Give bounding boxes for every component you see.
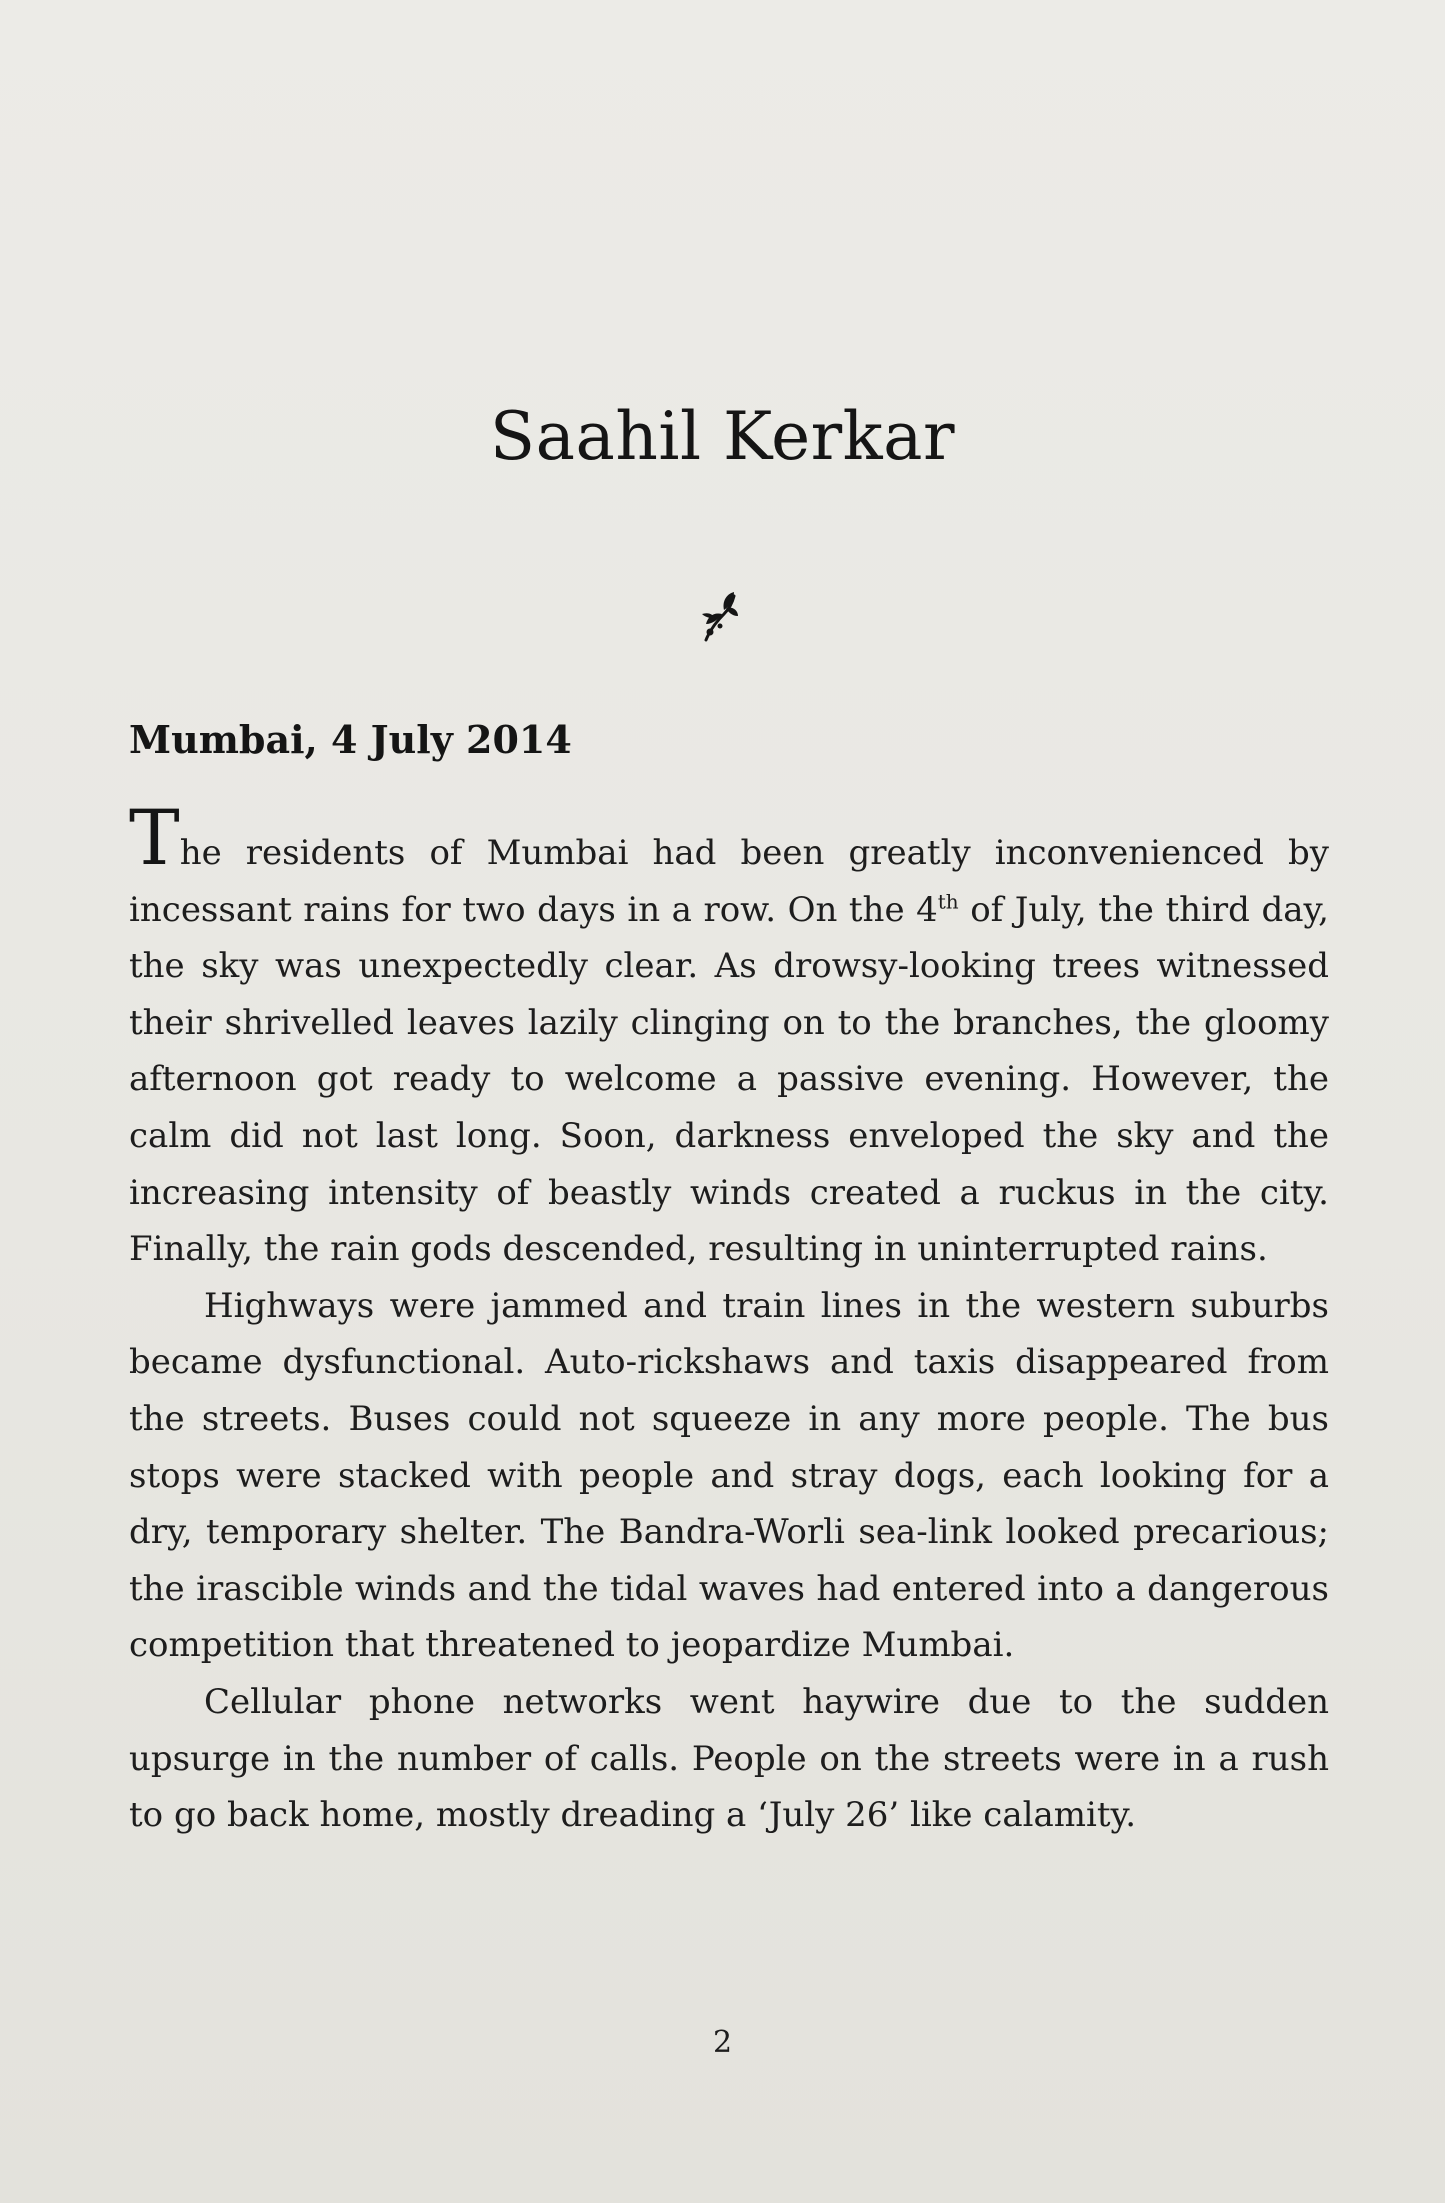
page-number: 2: [712, 2025, 733, 2060]
body-text: [129, 793, 1329, 1844]
fleuron-icon: [700, 588, 740, 642]
paragraph: Cellular phone networks went haywire due to the sudden upsurge in the number of calls. People on the streets were in a rush to go back home, mostly dreading a ‘July 26’ like calamity.: [129, 1681, 1329, 1836]
paragraph: Highways were jammed and train lines in the western suburbs became dysfunctional. Auto-rickshaws and taxis disappeared from the streets. Buses could not squeeze in any more people. The bus stops were stacked with people and stray dogs, each looking for a dry, temporary shelter. The Bandra-Worli sea-link looked precarious; the irascible winds and the tidal waves had entered into a dangerous competition that threatened to jeopardize Mumbai.: [129, 1285, 1329, 1666]
chapter-title: Saahil Kerkar: [489, 398, 956, 475]
paragraph-text: he residents of Mumbai had been greatly inconvenienced by incessant rains for two days in a row. On the 4th of July, the third day, the sky was unexpectedly clear. As drowsy-looking trees witnessed their shrivelled leaves lazily clinging on to the branches, the gloomy afternoon got ready to welcome a passive evening. However, the calm did not last long. Soon, darkness enveloped the sky and the increasing intensity of beastly winds created a ruckus in the city. Finally, the rain gods descended, resulting in uninterrupted rains.: [129, 833, 1329, 1270]
drop-cap: T: [129, 793, 180, 882]
paragraph: [129, 793, 1329, 1278]
dateline: Mumbai, 4 July 2014: [129, 717, 572, 762]
ordinal-suffix: th: [937, 889, 959, 914]
